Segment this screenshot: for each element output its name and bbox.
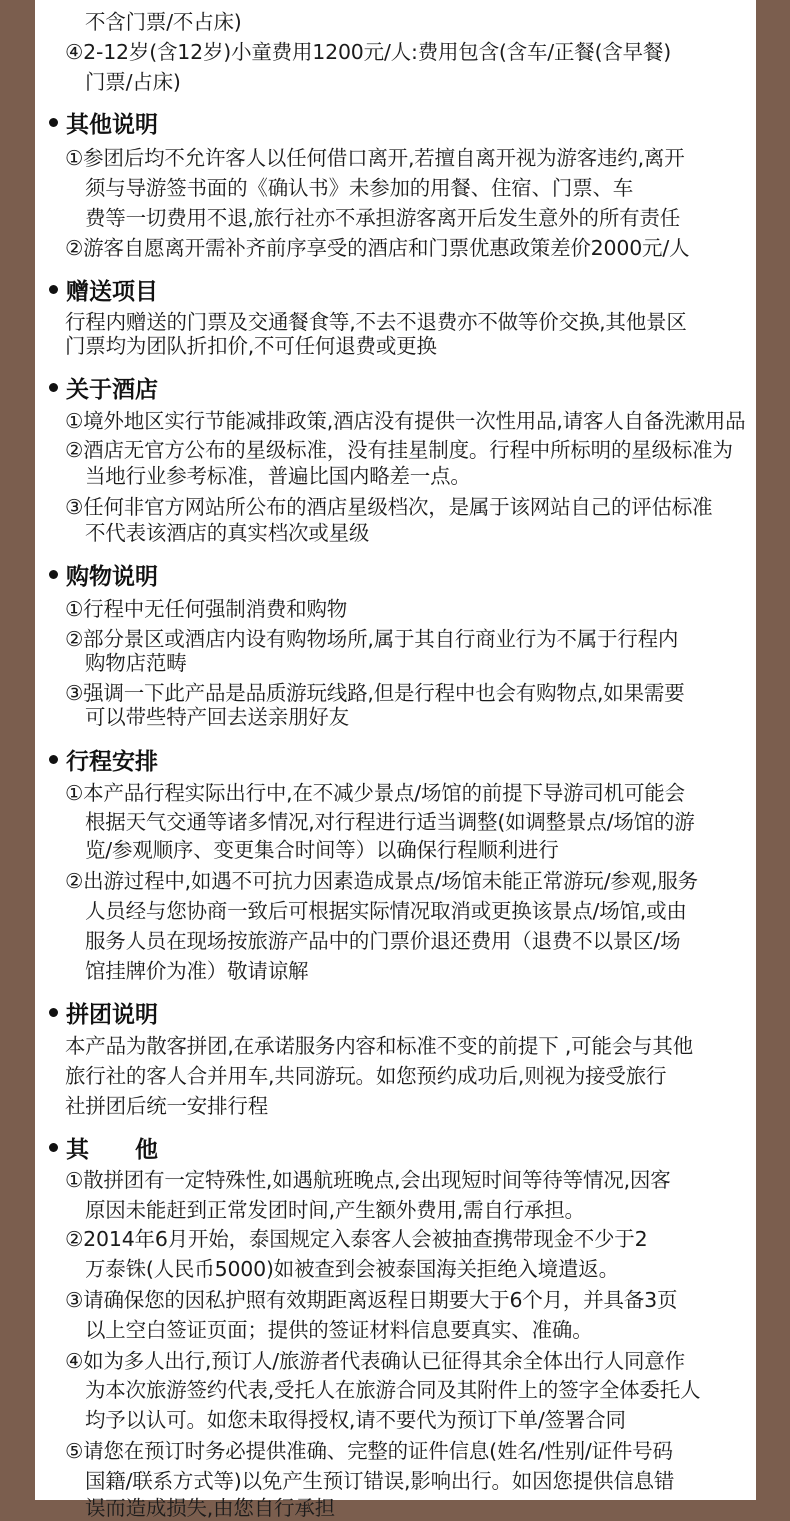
bullet-icon (49, 755, 58, 764)
section-line: ④如为多人出行,预订人/旅游者代表确认已征得其余全体出行人同意作 (65, 1349, 685, 1373)
section-line: ③任何非官方网站所公布的酒店星级档次，是属于该网站自己的评估标准 (65, 495, 713, 519)
section-line: 本产品为散客拼团,在承诺服务内容和标准不变的前提下 ,可能会与其他 (65, 1034, 693, 1058)
section-heading: 关于酒店 (66, 377, 158, 403)
section-heading: 其他说明 (66, 112, 158, 138)
bullet-icon (49, 570, 58, 579)
bullet-icon (49, 383, 58, 392)
section-line: 可以带些特产回去送亲朋好友 (85, 705, 349, 729)
section-heading: 行程安排 (66, 749, 158, 775)
section-line: 误而造成损失,由您自行承担 (85, 1496, 335, 1520)
top-line: 不含门票/不占床) (85, 10, 242, 34)
section-line: ①参团后均不允许客人以任何借口离开,若擅自离开视为游客违约,离开 (65, 146, 685, 170)
section-heading: 购物说明 (66, 564, 158, 590)
section-line: 须与导游签书面的《确认书》未参加的用餐、住宿、门票、车 (85, 176, 634, 200)
section-line: 当地行业参考标准，普遍比国内略差一点。 (85, 464, 471, 488)
section-line: ③强调一下此产品是品质游玩线路,但是行程中也会有购物点,如果需要 (65, 681, 685, 705)
section-line: ①散拼团有一定特殊性,如遇航班晚点,会出现短时间等待等情况,因客 (65, 1168, 671, 1192)
section-line: 以上空白签证页面；提供的签证材料信息要真实、准确。 (85, 1318, 593, 1342)
section-line: 万泰铢(人民币5000)如被查到会被泰国海关拒绝入境遣返。 (85, 1257, 619, 1281)
section-line: ③请确保您的因私护照有效期距离返程日期要大于6个月，并具备3页 (65, 1288, 678, 1312)
section-line: ②部分景区或酒店内设有购物场所,属于其自行商业行为不属于行程内 (65, 627, 679, 651)
section-line: 旅行社的客人合并用车,共同游玩。如您预约成功后,则视为接受旅行 (65, 1064, 667, 1088)
section-line: ②游客自愿离开需补齐前序享受的酒店和门票优惠政策差价2000元/人 (65, 236, 690, 260)
section-line: 不代表该酒店的真实档次或星级 (85, 521, 370, 545)
section-line: ①本产品行程实际出行中,在不减少景点/场馆的前提下导游司机可能会 (65, 781, 685, 805)
section-line: 门票均为团队折扣价,不可任何退费或更换 (65, 334, 437, 358)
section-heading: 拼团说明 (66, 1002, 158, 1028)
bullet-icon (49, 1008, 58, 1017)
document-page (35, 0, 756, 1520)
section-line: 行程内赠送的门票及交通餐食等,不去不退费亦不做等价交换,其他景区 (65, 310, 687, 334)
section-line: 均予以认可。如您未取得授权,请不要代为预订下单/签署合同 (85, 1408, 626, 1432)
section-line: ②2014年6月开始，泰国规定入泰客人会被抽查携带现金不少于2 (65, 1227, 648, 1251)
top-line: ④2-12岁(含12岁)小童费用1200元/人:费用包含(含车/正餐(含早餐) (65, 40, 672, 64)
section-line: ①境外地区实行节能减排政策,酒店没有提供一次性用品,请客人自备洗漱用品 (65, 409, 746, 433)
section-line: 费等一切费用不退,旅行社亦不承担游客离开后发生意外的所有责任 (85, 206, 681, 230)
top-line: 门票/占床) (85, 70, 181, 94)
section-line: 为本次旅游签约代表,受托人在旅游合同及其附件上的签字全体委托人 (85, 1378, 701, 1402)
section-heading: 赠送项目 (66, 279, 158, 305)
bullet-icon (49, 1143, 58, 1152)
bullet-icon (49, 118, 58, 127)
section-line: 服务人员在现场按旅游产品中的门票价退还费用（退费不以景区/场 (85, 929, 681, 953)
section-line: 社拼团后统一安排行程 (65, 1094, 268, 1118)
section-heading: 其 他 (66, 1137, 158, 1163)
section-line: 馆挂牌价为准）敬请谅解 (85, 959, 309, 983)
bullet-icon (49, 285, 58, 294)
section-line: 根据天气交通等诸多情况,对行程进行适当调整(如调整景点/场馆的游 (85, 810, 695, 834)
section-line: 览/参观顺序、变更集合时间等）以确保行程顺利进行 (85, 838, 559, 862)
section-line: 国籍/联系方式等)以免产生预订错误,影响出行。如因您提供信息错 (85, 1469, 675, 1493)
section-line: 原因未能赶到正常发团时间,产生额外费用,需自行承担。 (85, 1198, 585, 1222)
section-line: ②出游过程中,如遇不可抗力因素造成景点/场馆未能正常游玩/参观,服务 (65, 869, 698, 893)
section-line: 人员经与您协商一致后可根据实际情况取消或更换该景点/场馆,或由 (85, 899, 687, 923)
section-line: ①行程中无任何强制消费和购物 (65, 597, 348, 621)
section-line: ②酒店无官方公布的星级标准，没有挂星制度。行程中所标明的星级标准为 (65, 438, 733, 462)
section-line: 购物店范畴 (85, 651, 187, 675)
section-line: ⑤请您在预订时务必提供准确、完整的证件信息(姓名/性别/证件号码 (65, 1439, 673, 1463)
